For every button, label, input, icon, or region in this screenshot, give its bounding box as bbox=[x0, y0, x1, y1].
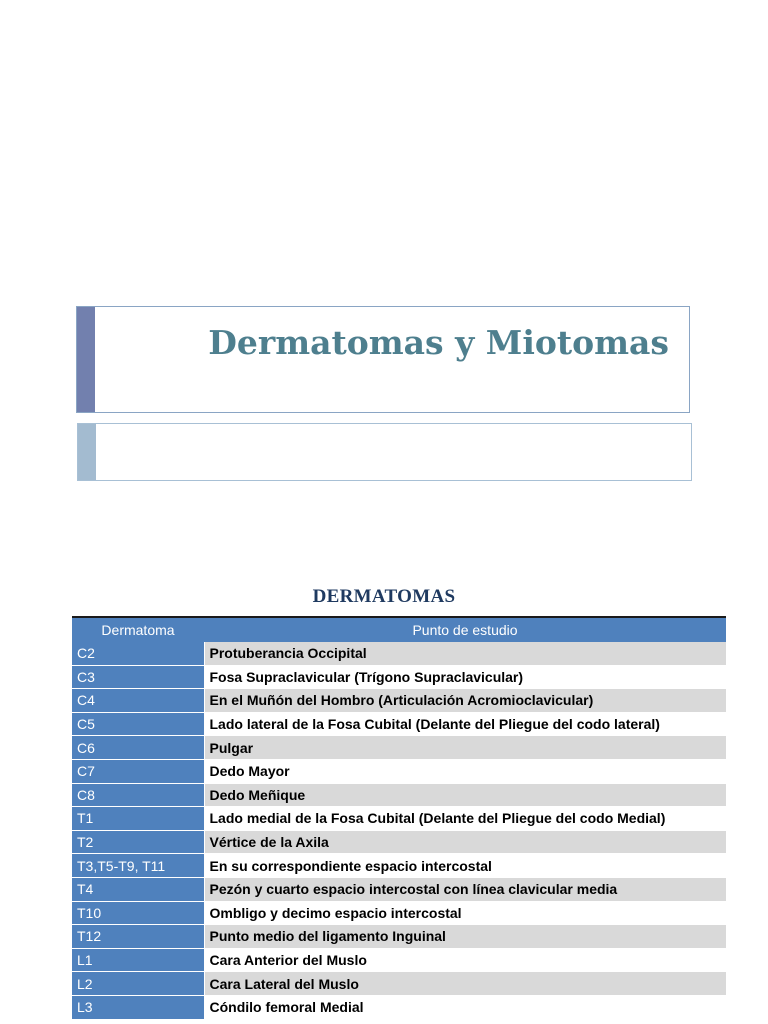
dermatomas-table bbox=[72, 616, 726, 1020]
column-header-dermatoma: Dermatoma bbox=[72, 618, 204, 642]
dermatoma-cell: C5 bbox=[72, 712, 204, 736]
title-accent-bar bbox=[77, 307, 95, 412]
table-row bbox=[72, 948, 726, 972]
table-header-row bbox=[72, 618, 726, 642]
study-point-cell: Fosa Supraclavicular (Trígono Supraclavicular) bbox=[204, 665, 726, 689]
table-row bbox=[72, 972, 726, 996]
subtitle-accent-bar bbox=[78, 424, 96, 480]
table-row bbox=[72, 759, 726, 783]
table-row bbox=[72, 877, 726, 901]
study-point-cell: Pulgar bbox=[204, 736, 726, 760]
study-point-cell: Cóndilo femoral Medial bbox=[204, 995, 726, 1019]
study-point-cell: En el Muñón del Hombro (Articulación Acromioclavicular) bbox=[204, 689, 726, 713]
dermatoma-cell: L2 bbox=[72, 972, 204, 996]
table-title: DERMATOMAS bbox=[312, 586, 456, 607]
dermatoma-cell: C4 bbox=[72, 689, 204, 713]
dermatoma-cell: C8 bbox=[72, 783, 204, 807]
dermatoma-cell: T12 bbox=[72, 925, 204, 949]
study-point-cell: Dedo Meñique bbox=[204, 783, 726, 807]
dermatoma-cell: T10 bbox=[72, 901, 204, 925]
study-point-cell: Vértice de la Axila bbox=[204, 830, 726, 854]
study-point-cell: Lado medial de la Fosa Cubital (Delante del Pliegue del codo Medial) bbox=[204, 807, 726, 831]
study-point-cell: Pezón y cuarto espacio intercostal con línea clavicular media bbox=[204, 877, 726, 901]
table-row bbox=[72, 830, 726, 854]
dermatoma-cell: L1 bbox=[72, 948, 204, 972]
study-point-cell: Dedo Mayor bbox=[204, 759, 726, 783]
study-point-cell: Lado lateral de la Fosa Cubital (Delante del Pliegue del codo lateral) bbox=[204, 712, 726, 736]
table-row bbox=[72, 854, 726, 878]
dermatoma-cell: T1 bbox=[72, 807, 204, 831]
dermatoma-cell: C7 bbox=[72, 759, 204, 783]
table-row bbox=[72, 783, 726, 807]
study-point-cell: Punto medio del ligamento Inguinal bbox=[204, 925, 726, 949]
dermatoma-cell: T3,T5-T9, T11 bbox=[72, 854, 204, 878]
study-point-cell: En su correspondiente espacio intercostal bbox=[204, 854, 726, 878]
study-point-cell: Ombligo y decimo espacio intercostal bbox=[204, 901, 726, 925]
study-point-cell: Cara Anterior del Muslo bbox=[204, 948, 726, 972]
study-point-cell: Cara Lateral del Muslo bbox=[204, 972, 726, 996]
table-row bbox=[72, 689, 726, 713]
table-row bbox=[72, 901, 726, 925]
table-row bbox=[72, 995, 726, 1019]
slide-title: Dermatomas y Miotomas bbox=[208, 323, 669, 362]
dermatoma-cell: C3 bbox=[72, 665, 204, 689]
table-row bbox=[72, 665, 726, 689]
table-row bbox=[72, 925, 726, 949]
study-point-cell: Protuberancia Occipital bbox=[204, 642, 726, 665]
column-header-punto: Punto de estudio bbox=[204, 618, 726, 642]
table-row bbox=[72, 736, 726, 760]
dermatoma-cell: T2 bbox=[72, 830, 204, 854]
table-row bbox=[72, 807, 726, 831]
table-row bbox=[72, 712, 726, 736]
subtitle-placeholder bbox=[77, 423, 692, 481]
table-row bbox=[72, 642, 726, 665]
dermatoma-cell: C6 bbox=[72, 736, 204, 760]
dermatoma-cell: C2 bbox=[72, 642, 204, 665]
dermatoma-cell: L3 bbox=[72, 995, 204, 1019]
dermatoma-cell: T4 bbox=[72, 877, 204, 901]
title-placeholder bbox=[76, 306, 690, 413]
